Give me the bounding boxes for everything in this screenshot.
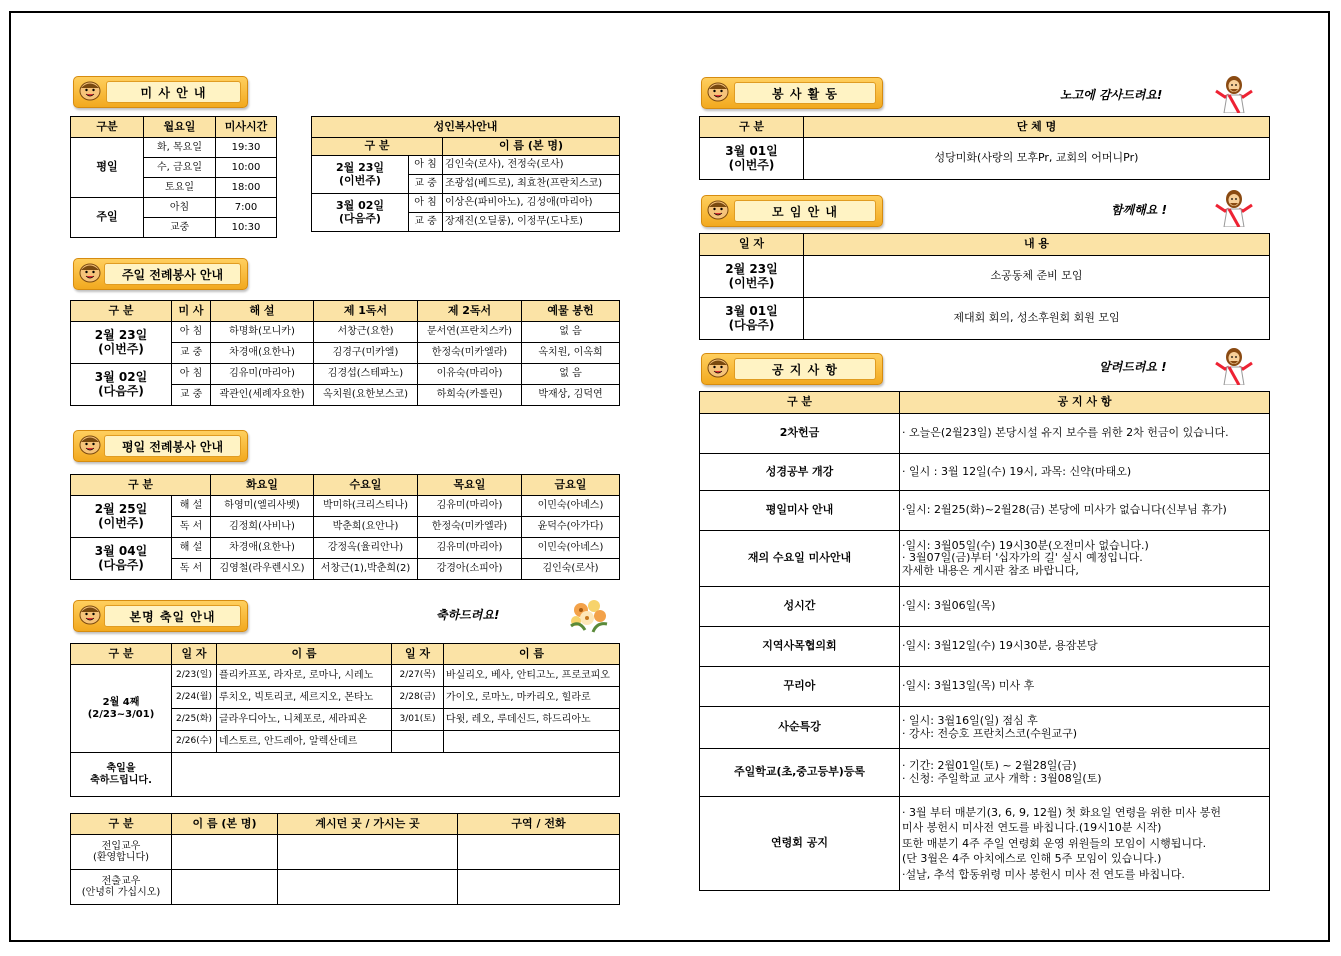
notice-line: 미사 봉헌시 미사전 연도를 바칩니다.(19시10분 시작) xyxy=(902,821,1162,835)
smiley-face-icon xyxy=(706,357,730,379)
notice-label: 지역사목협의회 xyxy=(700,627,900,667)
transfer-cell xyxy=(278,835,458,870)
transfer-in-label: 전입교우 xyxy=(101,840,141,852)
feast-names: 네스토르, 안드레아, 알렉산데르 xyxy=(217,731,392,753)
second-reader: 이유숙(마리아) xyxy=(418,364,522,385)
notice-label: 꾸리아 xyxy=(700,667,900,707)
mass-time: 10:00 xyxy=(216,158,277,178)
week-note: (이번주) xyxy=(98,515,144,530)
mass-day: 교중 xyxy=(144,218,216,238)
date-label: 3월 04일 xyxy=(94,543,148,558)
server-names: 장재진(오딜롱), 이정무(도나토) xyxy=(443,213,620,232)
wednesday-name: 박춘희(요안나) xyxy=(314,517,418,538)
thursday-name: 김유미(마리아) xyxy=(418,496,522,517)
mass-day: 수, 금요일 xyxy=(144,158,216,178)
mass-header: 구분 xyxy=(71,117,144,138)
mass-type: 교 중 xyxy=(172,343,211,364)
mass-type: 아 침 xyxy=(409,156,443,175)
meeting-title: 모 임 안 내 xyxy=(734,200,876,222)
smiley-face-icon xyxy=(78,434,102,456)
week-label: 2월 4째 xyxy=(102,697,140,708)
notice-line: ·일시: 3월13일(목) 미사 후 xyxy=(902,679,1035,693)
tuesday-name: 김정희(사비나) xyxy=(211,517,314,538)
tuesday-name: 김영철(라우렌시오) xyxy=(211,559,314,580)
week-range: (2/23~3/01) xyxy=(87,708,155,720)
jesus-figure-icon xyxy=(1213,73,1255,113)
adult-server-table xyxy=(311,116,620,232)
transfer-header: 구 분 xyxy=(71,814,172,835)
mass-type: 교 중 xyxy=(172,385,211,406)
smiley-face-icon xyxy=(706,199,730,221)
commentator: 김유미(마리아) xyxy=(211,364,314,385)
feast-table xyxy=(70,643,620,797)
sunday-liturgy-table xyxy=(70,300,620,406)
feast-banner xyxy=(73,600,248,632)
offertory: 없 음 xyxy=(522,322,620,343)
tuesday-name: 차경애(요한나) xyxy=(211,538,314,559)
wednesday-name: 서창근(1),박춘희(2) xyxy=(314,559,418,580)
thursday-name: 한정숙(미카엘라) xyxy=(418,517,522,538)
notice-line: (단 3월은 4주 아치에스로 인해 5주 모임이 있습니다.) xyxy=(902,852,1162,866)
feast-names: 루치오, 빅토리코, 세르지오, 몬타노 xyxy=(217,687,392,709)
transfer-cell xyxy=(172,835,278,870)
liturgy-header: 구 분 xyxy=(71,475,211,496)
first-reader: 김경구(미카엘) xyxy=(314,343,418,364)
congrats-blank xyxy=(172,753,620,797)
week-note: (이번주) xyxy=(728,275,775,290)
transfer-out-note: (안녕히 가십시오) xyxy=(81,887,161,898)
mass-type: 교 중 xyxy=(409,175,443,194)
date-label: 3월 02일 xyxy=(335,198,385,212)
week-note: (다음주) xyxy=(98,557,144,572)
notice-label: 성경공부 개강 xyxy=(700,454,900,491)
second-reader: 하희숙(카롤린) xyxy=(418,385,522,406)
feast-date: 2/28(금) xyxy=(392,687,444,709)
service-header: 구 분 xyxy=(700,117,804,138)
mass-day: 아침 xyxy=(144,198,216,218)
mass-type: 교 중 xyxy=(409,213,443,232)
weekday-label: 평일 xyxy=(71,138,144,198)
liturgy-header: 제 1독서 xyxy=(314,301,418,322)
friday-name: 이민숙(아녜스) xyxy=(522,538,620,559)
notice-thanks: 알려드려요 ! xyxy=(1099,360,1167,374)
service-group: 성당미화(사랑의 모후Pr, 교회의 어머니Pr) xyxy=(804,138,1270,180)
liturgy-header: 금요일 xyxy=(522,475,620,496)
mass-banner xyxy=(73,76,248,108)
service-banner xyxy=(701,77,883,109)
date-label: 3월 02일 xyxy=(94,369,148,384)
congrats-line: 축하드립니다. xyxy=(90,774,152,786)
role: 해 설 xyxy=(172,496,211,517)
feast-header: 일 자 xyxy=(392,644,444,665)
role: 해 설 xyxy=(172,538,211,559)
feast-names: 글라우디아노, 니체포로, 세라피온 xyxy=(217,709,392,731)
meeting-banner xyxy=(701,195,883,227)
jesus-figure-icon xyxy=(1213,345,1255,385)
mass-time: 7:00 xyxy=(216,198,277,218)
week-note: (이번주) xyxy=(98,341,144,356)
adult-server-header: 이 름 (본 명) xyxy=(443,138,620,156)
feast-date xyxy=(392,731,444,753)
mass-time: 19:30 xyxy=(216,138,277,158)
week-note: (이번주) xyxy=(339,173,381,187)
feast-date: 2/27(목) xyxy=(392,665,444,687)
feast-date: 2/23(일) xyxy=(172,665,217,687)
notice-line: · 신청: 주일학교 교사 개학 : 3월08일(토) xyxy=(902,771,1102,785)
notice-line: · 3월 부터 매분기(3, 6, 9, 12월) 첫 화요일 연령을 위한 미사 봉헌 xyxy=(902,806,1222,820)
liturgy-header: 목요일 xyxy=(418,475,522,496)
liturgy-header: 제 2독서 xyxy=(418,301,522,322)
mass-day: 토요일 xyxy=(144,178,216,198)
notice-line: ·설날, 추석 합동위령 미사 봉헌시 미사 전 연도를 바칩니다. xyxy=(902,867,1185,881)
service-header: 단 체 명 xyxy=(804,117,1270,138)
sunday-liturgy-title: 주일 전례봉사 안내 xyxy=(104,263,241,285)
notice-label: 주일학교(초,중고등부)등록 xyxy=(700,749,900,797)
meeting-thanks: 함께해요 ! xyxy=(1111,203,1168,217)
notice-line: ·일시: 2월25(화)~2월28(금) 본당에 미사가 없습니다(신부님 휴가) xyxy=(902,503,1227,517)
date-label: 3월 01일 xyxy=(725,303,778,318)
notice-title: 공 지 사 항 xyxy=(734,358,876,380)
transfer-cell xyxy=(278,870,458,905)
notice-label: 2차헌금 xyxy=(700,414,900,454)
liturgy-header: 구 분 xyxy=(71,301,172,322)
notice-line: ·일시: 3월06일(목) xyxy=(902,599,996,613)
service-table xyxy=(699,116,1270,180)
feast-names: 가이오, 로마노, 마카리오, 힐라로 xyxy=(444,687,620,709)
transfer-in-note: (환영합니다) xyxy=(92,852,150,863)
server-names: 조광섭(베드로), 최효찬(프란치스코) xyxy=(443,175,620,194)
transfer-header: 이 름 (본 명) xyxy=(172,814,278,835)
service-title: 봉 사 활 동 xyxy=(734,82,876,104)
meeting-content: 제대회 회의, 성소후원회 회원 모임 xyxy=(804,298,1270,340)
wednesday-name: 강정옥(율리안나) xyxy=(314,538,418,559)
feast-date: 2/26(수) xyxy=(172,731,217,753)
notice-line: ·일시: 3월12일(수) 19시30분, 용잠본당 xyxy=(902,639,1098,653)
notice-line: · 기간: 2월01일(토) ~ 2월28일(금) xyxy=(902,758,1077,772)
liturgy-header: 수요일 xyxy=(314,475,418,496)
adult-server-header: 구 분 xyxy=(312,138,443,156)
flower-bouquet-icon xyxy=(567,596,613,636)
notice-line: 자세한 내용은 게시판 참조 바랍니다, xyxy=(902,563,1079,577)
mass-table xyxy=(70,116,277,238)
notice-label: 성시간 xyxy=(700,587,900,627)
offertory: 옥치원, 이옥희 xyxy=(522,343,620,364)
server-names: 이상은(파비아노), 김성애(마리아) xyxy=(443,194,620,213)
liturgy-header: 예물 봉헌 xyxy=(522,301,620,322)
adult-server-title: 성인복사안내 xyxy=(312,117,620,138)
liturgy-header: 화요일 xyxy=(211,475,314,496)
meeting-header: 일 자 xyxy=(700,234,804,256)
date-label: 2월 23일 xyxy=(725,261,778,276)
weekday-liturgy-title: 평일 전례봉사 안내 xyxy=(104,435,241,457)
mass-header: 미사시간 xyxy=(216,117,277,138)
feast-header: 이 름 xyxy=(217,644,392,665)
commentator: 차경애(요한나) xyxy=(211,343,314,364)
notice-line: ·일시: 3월05일(수) 19시30분(오전미사 없습니다.) xyxy=(902,538,1149,552)
congrats-line: 축일을 xyxy=(106,763,136,774)
notice-line: · 강사: 전승호 프란치스코(수원교구) xyxy=(902,726,1078,740)
feast-date: 3/01(토) xyxy=(392,709,444,731)
transfer-cell xyxy=(458,835,620,870)
role: 독 서 xyxy=(172,517,211,538)
mass-title: 미 사 안 내 xyxy=(106,81,241,103)
first-reader: 서창근(요한) xyxy=(314,322,418,343)
friday-name: 윤덕수(아가다) xyxy=(522,517,620,538)
date-label: 2월 23일 xyxy=(335,160,385,174)
feast-names xyxy=(444,731,620,753)
notice-label: 평일미사 안내 xyxy=(700,491,900,531)
commentator: 하명화(모니카) xyxy=(211,322,314,343)
sunday-label: 주일 xyxy=(71,198,144,238)
second-reader: 한정숙(미카엘라) xyxy=(418,343,522,364)
commentator: 곽관인(세례자요한) xyxy=(211,385,314,406)
notice-label: 사순특강 xyxy=(700,707,900,749)
notice-line: 또한 매분기 4주 주일 연령회 운영 위원들의 모임이 시행됩니다. xyxy=(902,836,1207,850)
feast-date: 2/25(화) xyxy=(172,709,217,731)
jesus-figure-icon xyxy=(1213,187,1255,227)
notice-header: 공 지 사 항 xyxy=(900,392,1270,414)
tuesday-name: 하영미(엘리사벳) xyxy=(211,496,314,517)
weekday-liturgy-banner xyxy=(73,430,248,462)
transfer-header: 계시던 곳 / 가시는 곳 xyxy=(278,814,458,835)
transfer-cell xyxy=(458,870,620,905)
wednesday-name: 박미하(크리스티나) xyxy=(314,496,418,517)
liturgy-header: 미 사 xyxy=(172,301,211,322)
mass-header: 월요일 xyxy=(144,117,216,138)
service-thanks: 노고에 감사드려요! xyxy=(1060,88,1163,102)
first-reader: 김경섭(스테파노) xyxy=(314,364,418,385)
feast-header: 이 름 xyxy=(444,644,620,665)
smiley-face-icon xyxy=(78,604,102,626)
notice-line: · 3월07일(금)부터 '십자가의 길' 실시 예정입니다. xyxy=(902,551,1143,565)
notice-line: · 일시: 3월16일(일) 점심 후 xyxy=(902,713,1038,727)
mass-time: 18:00 xyxy=(216,178,277,198)
notice-header: 구 분 xyxy=(700,392,900,414)
role: 독 서 xyxy=(172,559,211,580)
notice-line: · 일시 : 3월 12일(수) 19시, 과목: 신약(마태오) xyxy=(902,464,1132,478)
offertory: 박재상, 김덕연 xyxy=(522,385,620,406)
meeting-content: 소공동체 준비 모임 xyxy=(804,256,1270,298)
notice-table xyxy=(699,391,1270,891)
feast-header: 구 분 xyxy=(71,644,172,665)
offertory: 없 음 xyxy=(522,364,620,385)
transfer-out-label: 전출교우 xyxy=(101,875,141,887)
mass-type: 아 침 xyxy=(409,194,443,213)
week-note: (다음주) xyxy=(728,317,775,332)
feast-header: 일 자 xyxy=(172,644,217,665)
friday-name: 김인숙(로사) xyxy=(522,559,620,580)
feast-names: 다윗, 레오, 루데신드, 하드리아노 xyxy=(444,709,620,731)
notice-line: · 오늘은(2월23일) 본당시설 유지 보수를 위한 2차 헌금이 있습니다. xyxy=(902,426,1229,440)
notice-label: 연령회 공지 xyxy=(700,797,900,891)
notice-label: 재의 수요일 미사안내 xyxy=(700,531,900,587)
smiley-face-icon xyxy=(78,80,102,102)
feast-title: 본명 축일 안내 xyxy=(104,605,241,627)
notice-banner xyxy=(701,353,883,385)
mass-type: 아 침 xyxy=(172,322,211,343)
transfer-cell xyxy=(172,870,278,905)
feast-names: 바실리오, 베사, 안티고노, 프로코피오 xyxy=(444,665,620,687)
friday-name: 이민숙(아녜스) xyxy=(522,496,620,517)
date-label: 2월 23일 xyxy=(94,327,148,342)
thursday-name: 강경아(소피아) xyxy=(418,559,522,580)
meeting-header: 내 용 xyxy=(804,234,1270,256)
date-label: 3월 01일 xyxy=(725,143,778,158)
feast-names: 플리카프포, 라자로, 로마나, 시레노 xyxy=(217,665,392,687)
transfer-table xyxy=(70,813,620,905)
thursday-name: 김유미(마리아) xyxy=(418,538,522,559)
feast-date: 2/24(월) xyxy=(172,687,217,709)
week-note: (이번주) xyxy=(728,157,775,172)
weekday-liturgy-table xyxy=(70,474,620,580)
date-label: 2월 25일 xyxy=(94,501,148,516)
week-note: (다음주) xyxy=(339,211,381,225)
sunday-liturgy-banner xyxy=(73,258,248,290)
mass-time: 10:30 xyxy=(216,218,277,238)
mass-type: 아 침 xyxy=(172,364,211,385)
liturgy-header: 해 설 xyxy=(211,301,314,322)
first-reader: 옥치원(요한보스코) xyxy=(314,385,418,406)
transfer-header: 구역 / 전화 xyxy=(458,814,620,835)
smiley-face-icon xyxy=(706,81,730,103)
week-note: (다음주) xyxy=(98,383,144,398)
smiley-face-icon xyxy=(78,262,102,284)
feast-thanks: 축하드려요! xyxy=(436,608,500,622)
meeting-table xyxy=(699,233,1270,340)
second-reader: 문서연(프란치스카) xyxy=(418,322,522,343)
mass-day: 화, 목요일 xyxy=(144,138,216,158)
server-names: 김인숙(로사), 전정숙(로사) xyxy=(443,156,620,175)
